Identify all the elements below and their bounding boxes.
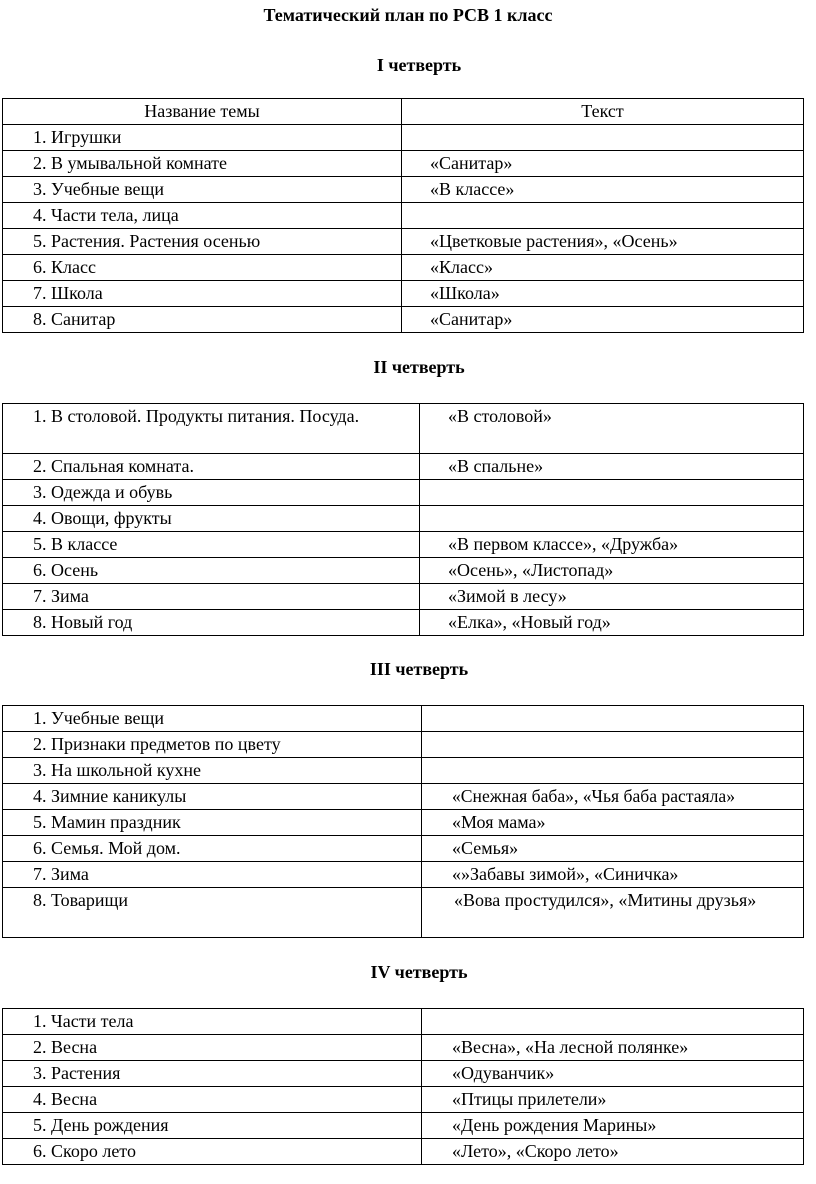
text-cell: «Класс»: [402, 255, 804, 281]
table-row: [3, 1139, 804, 1165]
text-cell: [422, 706, 804, 732]
topic-cell: 6. Семья. Мой дом.: [3, 836, 422, 862]
table-row: [3, 836, 804, 862]
text-cell: [422, 732, 804, 758]
table-row: [3, 151, 804, 177]
quarter-3-heading: III четверть: [369, 659, 469, 679]
text-cell: «Цветковые растения», «Осень»: [402, 229, 804, 255]
text-cell: «Школа»: [402, 281, 804, 307]
quarter-2-table: [2, 403, 804, 636]
table-row: [3, 758, 804, 784]
table-row: [3, 706, 804, 732]
text-cell: «Осень», «Листопад»: [420, 558, 804, 584]
quarter-4-heading: IV четверть: [370, 962, 468, 982]
topic-cell: 3. Одежда и обувь: [3, 480, 420, 506]
topic-cell: 8. Новый год: [3, 610, 420, 636]
text-cell: «Весна», «На лесной полянке»: [422, 1035, 804, 1061]
column-header-topic: Название темы: [3, 99, 402, 125]
topic-cell: 6. Осень: [3, 558, 420, 584]
text-cell: «Санитар»: [402, 307, 804, 333]
text-cell: «Птицы прилетели»: [422, 1087, 804, 1113]
text-cell: «Вова простудился», «Митины друзья»: [422, 888, 804, 938]
text-cell: «Моя мама»: [422, 810, 804, 836]
table-header-row: [3, 99, 804, 125]
topic-cell: 6. Класс: [3, 255, 402, 281]
text-cell: «Зимой в лесу»: [420, 584, 804, 610]
table-row: [3, 281, 804, 307]
quarter-1-heading: I четверть: [376, 55, 462, 75]
table-row: [3, 203, 804, 229]
topic-cell: 5. Растения. Растения осенью: [3, 229, 402, 255]
topic-cell: 4. Части тела, лица: [3, 203, 402, 229]
text-cell: [402, 203, 804, 229]
topic-cell: 6. Скоро лето: [3, 1139, 422, 1165]
page-title: Тематический план по РСВ 1 класс: [263, 5, 553, 25]
table-row: [3, 584, 804, 610]
table-row: [3, 125, 804, 151]
topic-cell: 1. В столовой. Продукты питания. Посуда.: [3, 404, 420, 454]
quarter-2-heading: II четверть: [373, 357, 465, 377]
text-cell: «Одуванчик»: [422, 1061, 804, 1087]
topic-cell: 4. Весна: [3, 1087, 422, 1113]
table-row: [3, 1087, 804, 1113]
table-row: [3, 532, 804, 558]
text-cell: «Лето», «Скоро лето»: [422, 1139, 804, 1165]
text-cell: [422, 1009, 804, 1035]
quarter-1-table: [2, 98, 804, 333]
text-cell: «Снежная баба», «Чья баба растаяла»: [422, 784, 804, 810]
topic-cell: 2. Признаки предметов по цвету: [3, 732, 422, 758]
table-row: [3, 1035, 804, 1061]
table-row: [3, 404, 804, 454]
text-cell: «В классе»: [402, 177, 804, 203]
table-row: [3, 177, 804, 203]
text-cell: «»Забавы зимой», «Синичка»: [422, 862, 804, 888]
text-cell: «В первом классе», «Дружба»: [420, 532, 804, 558]
topic-cell: 2. Спальная комната.: [3, 454, 420, 480]
table-row: [3, 255, 804, 281]
quarter-3-table: [2, 705, 804, 938]
text-cell: [402, 125, 804, 151]
table-row: [3, 784, 804, 810]
topic-cell: 8. Товарищи: [3, 888, 422, 938]
topic-cell: 3. Растения: [3, 1061, 422, 1087]
text-cell: [420, 480, 804, 506]
topic-cell: 4. Зимние каникулы: [3, 784, 422, 810]
topic-cell: 8. Санитар: [3, 307, 402, 333]
topic-cell: 2. Весна: [3, 1035, 422, 1061]
table-row: [3, 862, 804, 888]
topic-cell: 5. В классе: [3, 532, 420, 558]
table-row: [3, 480, 804, 506]
text-cell: «В спальне»: [420, 454, 804, 480]
topic-cell: 1. Игрушки: [3, 125, 402, 151]
topic-cell: 7. Школа: [3, 281, 402, 307]
table-row: [3, 810, 804, 836]
table-row: [3, 610, 804, 636]
table-row: [3, 1009, 804, 1035]
table-row: [3, 1113, 804, 1139]
text-cell: [422, 758, 804, 784]
table-row: [3, 888, 804, 938]
table-row: [3, 454, 804, 480]
table-row: [3, 1061, 804, 1087]
topic-cell: 5. Мамин праздник: [3, 810, 422, 836]
text-cell: «Санитар»: [402, 151, 804, 177]
topic-cell: 3. Учебные вещи: [3, 177, 402, 203]
table-row: [3, 307, 804, 333]
text-cell: [420, 506, 804, 532]
topic-cell: 1. Учебные вещи: [3, 706, 422, 732]
text-cell: «В столовой»: [420, 404, 804, 454]
table-row: [3, 506, 804, 532]
text-cell: «Елка», «Новый год»: [420, 610, 804, 636]
topic-cell: 7. Зима: [3, 862, 422, 888]
topic-cell: 5. День рождения: [3, 1113, 422, 1139]
table-row: [3, 229, 804, 255]
table-row: [3, 558, 804, 584]
text-cell: «Семья»: [422, 836, 804, 862]
quarter-4-table: [2, 1008, 804, 1165]
topic-cell: 4. Овощи, фрукты: [3, 506, 420, 532]
table-row: [3, 732, 804, 758]
topic-cell: 7. Зима: [3, 584, 420, 610]
column-header-text: Текст: [402, 99, 804, 125]
topic-cell: 1. Части тела: [3, 1009, 422, 1035]
topic-cell: 2. В умывальной комнате: [3, 151, 402, 177]
text-cell: «День рождения Марины»: [422, 1113, 804, 1139]
topic-cell: 3. На школьной кухне: [3, 758, 422, 784]
